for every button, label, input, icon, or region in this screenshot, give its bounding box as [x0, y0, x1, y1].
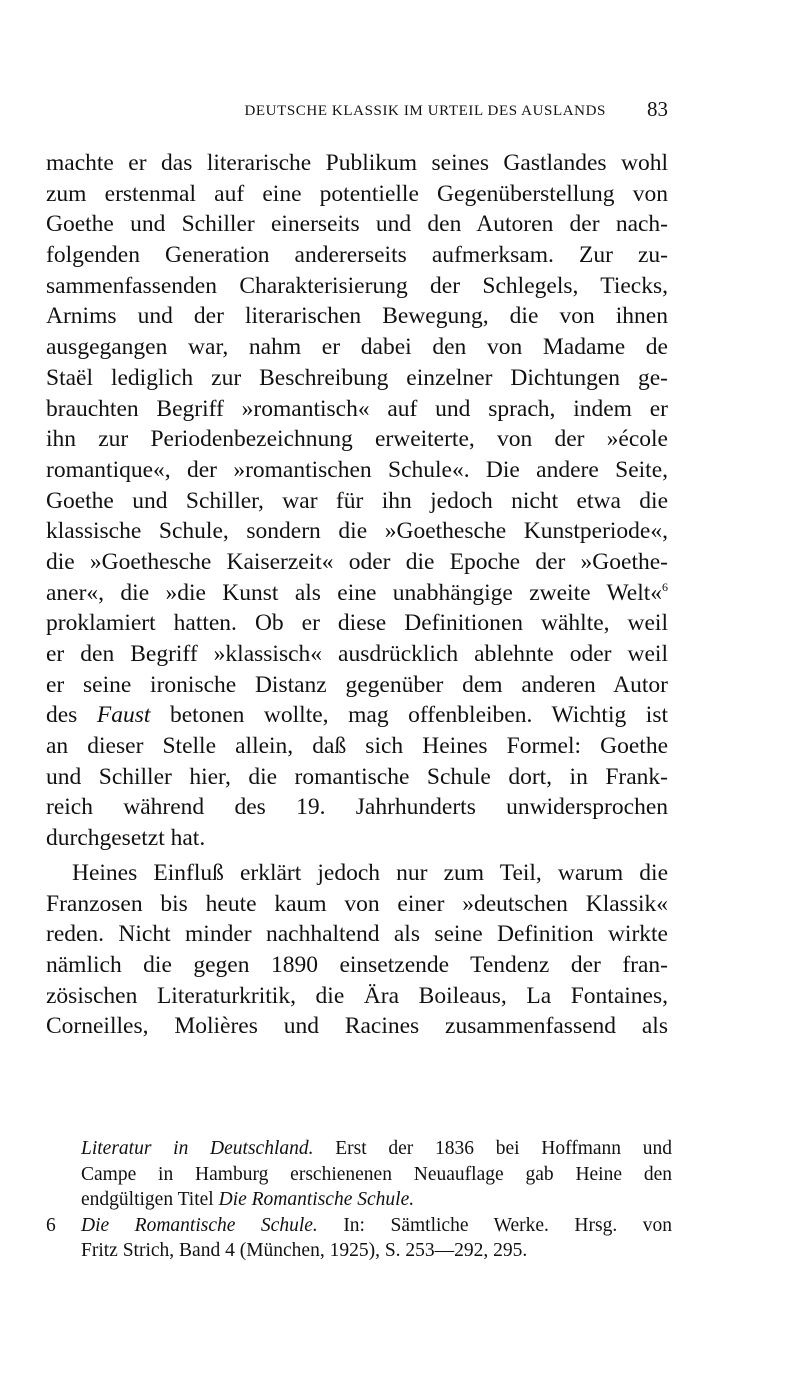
footnotes [46, 1136, 672, 1264]
text-line: ihn zur Periodenbezeichnung erweiterte, von der »école [46, 426, 668, 453]
footnote-line [46, 1136, 672, 1162]
text-line: zum erstenmal auf eine potentielle Gegenüberstellung von [46, 180, 668, 207]
text-segment: In: Sämtliche Werke. Hrsg. von [343, 1214, 672, 1236]
text-line: klassische Schule, sondern die »Goethesche Kunstperiode«, [46, 518, 668, 545]
text-line: ausgegangen war, nahm er dabei den von Madame de [46, 334, 668, 361]
italic-title: Die Romantische Schule. [218, 1189, 415, 1210]
text-line: Franzosen bis heute kaum von einer »deutschen Klassik« [46, 890, 668, 917]
paragraph [46, 148, 668, 854]
text-line: reden. Nicht minder nachhaltend als seine Definition wirkte [46, 921, 668, 948]
text-line [46, 700, 668, 731]
footnote-line [46, 1213, 672, 1239]
italic-title: Literatur in Deutschland. [81, 1138, 314, 1159]
italic-title: Die Romantische Schule. [81, 1214, 318, 1236]
text-line: Corneilles, Molières und Racines zusammenfassend als [46, 1013, 668, 1040]
text-line: zösischen Literaturkritik, die Ära Boileaus, La Fontaines, [46, 982, 668, 1009]
text-segment: betonen wollte, mag offenbleiben. Wichtig ist [169, 702, 668, 729]
text-line: durchgesetzt hat. [46, 825, 206, 852]
footnote-ref: 6 [662, 579, 668, 594]
text-line: romantique«, der »romantischen Schule«. Die andere Seite, [46, 456, 668, 483]
footnote-line: Fritz Strich, Band 4 (München, 1925), S. 253—292, 295. [81, 1240, 528, 1261]
text-line: Goethe und Schiller einerseits und den Autoren der nach- [46, 211, 668, 238]
text-segment: Erst der 1836 bei Hoffmann und [335, 1138, 672, 1159]
page-number: 83 [647, 97, 668, 121]
footnote-number: 6 [46, 1214, 56, 1236]
text-line: machte er das literarische Publikum seines Gastlandes wohl [46, 150, 668, 176]
running-header [46, 97, 668, 127]
text-segment: aner«, die »die Kunst als eine unabhängige zweite Welt« [46, 579, 662, 606]
text-line: nämlich die gegen 1890 einsetzende Tendenz der fran- [46, 951, 668, 978]
italic-title: Faust [96, 702, 151, 729]
text-line: die »Goethesche Kaiserzeit« oder die Epoche der »Goethe- [46, 548, 668, 575]
text-line: er seine ironische Distanz gegenüber dem anderen Autor [46, 671, 668, 698]
text-segment: endgültigen Titel [81, 1189, 214, 1210]
text-line: proklamiert hatten. Ob er diese Definitionen wählte, weil [46, 610, 668, 637]
text-line: an dieser Stelle allein, daß sich Heines Formel: Goethe [46, 733, 668, 760]
text-line: reich während des 19. Jahrhunderts unwidersprochen [46, 794, 668, 821]
footnote-line [46, 1187, 672, 1213]
text-line: sammenfassenden Charakterisierung der Schlegels, Tiecks, [46, 272, 668, 299]
text-line: Arnims und der literarischen Bewegung, die von ihnen [46, 303, 668, 330]
text-line-with-footnote [46, 578, 668, 609]
text-segment: des [46, 702, 78, 729]
text-line: Staël lediglich zur Beschreibung einzelner Dichtungen ge- [46, 364, 668, 391]
running-title: DEUTSCHE KLASSIK IM URTEIL DES AUSLANDS [244, 103, 606, 119]
text-line: Heines Einfluß erklärt jedoch nur zum Teil, warum die [72, 859, 668, 886]
paragraph [46, 858, 668, 1042]
footnote-line: Campe in Hamburg erschienenen Neuauflage gab Heine den [81, 1163, 672, 1185]
text-line: Goethe und Schiller, war für ihn jedoch nicht etwa die [46, 487, 668, 514]
main-text [46, 148, 668, 1042]
text-line: brauchten Begriff »romantisch« auf und sprach, indem er [46, 395, 668, 422]
text-line: folgenden Generation andererseits aufmerksam. Zur zu- [46, 242, 668, 269]
text-line: er den Begriff »klassisch« ausdrücklich ablehnte oder weil [46, 641, 668, 667]
text-line: und Schiller hier, die romantische Schule dort, in Frank- [46, 763, 668, 790]
